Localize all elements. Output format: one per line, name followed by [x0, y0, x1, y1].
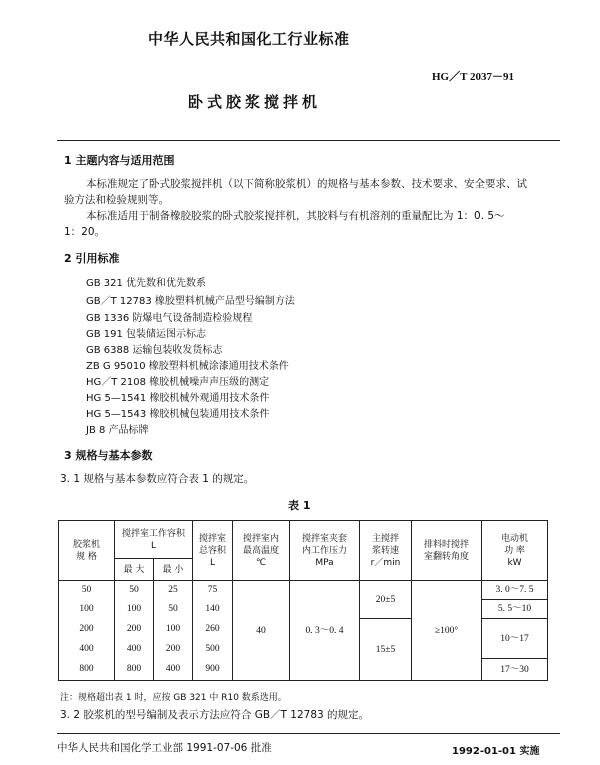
cell-spec: 400 — [59, 639, 115, 659]
header-spec-line: 规 格 — [76, 551, 97, 562]
cell-speed-large: 15±5 — [360, 619, 412, 681]
table-caption: 表 1 — [288, 499, 311, 512]
clause-3-2: 3. 2 胶浆机的型号编制及表示方法应符合 GB／T 12783 的规定。 — [60, 709, 370, 721]
cell-tilt-angle: ≥100° — [412, 581, 482, 681]
document-title: 卧式胶浆搅拌机 — [188, 93, 322, 111]
cell-motor-power: 17～30 — [482, 659, 548, 681]
clause-3-1: 3. 1 规格与基本参数应符合表 1 的规定。 — [60, 473, 255, 485]
header-max-temperature-line: 最高温度 — [242, 545, 279, 556]
header-jacket-pressure-line: MPa — [315, 557, 334, 568]
header-total-volume — [193, 521, 233, 581]
section-1-para-2-line-1: 本标准适用于制备橡胶胶浆的卧式胶浆搅拌机，其胶料与有机溶剂的重量配比为 1：0. 5～ — [86, 210, 505, 222]
reference-item: HG／T 2108 橡胶机械噪声声压级的测定 — [86, 377, 270, 388]
cell-volume-max: 800 — [115, 659, 154, 681]
header-spec-line: 胶浆机 — [72, 539, 100, 550]
section-1-para-1-line-2: 验方法和检验规则等。 — [64, 194, 169, 206]
header-paddle-speed-line: 浆转速 — [371, 545, 399, 556]
reference-item: GB 1336 防爆电气设备制造检验规程 — [86, 313, 253, 324]
approval-date: 中华人民共和国化学工业部 1991-07-06 批准 — [57, 742, 272, 754]
header-total-volume-line: 总容积 — [198, 545, 226, 556]
header-working-volume-line: 搅拌室工作容积 — [121, 528, 185, 539]
cell-max-temperature: 40 — [233, 581, 290, 681]
cell-speed-small: 20±5 — [360, 581, 412, 619]
header-motor-power-line: kW — [507, 557, 522, 568]
section-2-heading: 2 引用标准 — [64, 252, 120, 265]
cell-total-volume: 260 — [193, 619, 233, 639]
header-tilt-angle-line: 排料时搅拌 — [423, 539, 469, 550]
cell-volume-min: 400 — [154, 659, 193, 681]
header-motor-power — [482, 521, 548, 581]
header-jacket-pressure-line: 内工作压力 — [301, 545, 347, 556]
cell-motor-power: 5. 5～10 — [482, 600, 548, 619]
header-working-volume — [115, 521, 193, 559]
cell-motor-power: 3. 0～7. 5 — [482, 581, 548, 600]
cell-volume-max: 200 — [115, 619, 154, 639]
header-title: 中华人民共和国化工行业标准 — [148, 30, 350, 48]
standard-number: HG／T 2037－91 — [432, 71, 515, 83]
parameters-table — [58, 520, 548, 681]
reference-item: HG 5—1541 橡胶机械外观通用技术条件 — [86, 393, 270, 404]
reference-item: GB 191 包装储运图示标志 — [86, 329, 207, 340]
reference-item: ZB G 95010 橡胶塑料机械涂漆通用技术条件 — [86, 361, 289, 372]
cell-spec: 50 — [59, 581, 115, 600]
reference-item: JB 8 产品标牌 — [86, 425, 149, 436]
header-jacket-pressure — [290, 521, 360, 581]
reference-item: GB 6388 运输包装收发货标志 — [86, 345, 223, 356]
section-1-para-2-line-2: 1：20。 — [64, 226, 106, 238]
header-working-volume-line: L — [150, 540, 156, 551]
header-max-temperature-line: 搅拌室内 — [242, 533, 279, 544]
cell-spec: 200 — [59, 619, 115, 639]
header-total-volume-line: L — [209, 557, 215, 568]
header-paddle-speed — [360, 521, 412, 581]
cell-spec: 100 — [59, 600, 115, 619]
cell-total-volume: 140 — [193, 600, 233, 619]
cell-jacket-pressure: 0. 3～0. 4 — [290, 581, 360, 681]
header-paddle-speed-line: 主搅拌 — [371, 533, 399, 544]
cell-volume-max: 100 — [115, 600, 154, 619]
reference-item: HG 5—1543 橡胶机械包装通用技术条件 — [86, 409, 270, 420]
header-paddle-speed-line: r／min — [370, 557, 401, 568]
cell-volume-min: 200 — [154, 639, 193, 659]
header-motor-power-line: 电动机 — [500, 533, 528, 544]
cell-volume-min: 25 — [154, 581, 193, 600]
section-1-heading: 1 主题内容与适用范围 — [64, 154, 175, 167]
reference-item: GB／T 12783 橡胶塑料机械产品型号编制方法 — [86, 296, 295, 307]
header-total-volume-line: 搅拌室 — [198, 533, 226, 544]
section-3-heading: 3 规格与基本参数 — [64, 449, 153, 462]
table-note: 注：规格超出表 1 时，应按 GB 321 中 R10 数系选用。 — [60, 693, 287, 703]
header-tilt-angle-line: 室翻转角度 — [423, 551, 469, 562]
cell-volume-max: 50 — [115, 581, 154, 600]
header-max-temperature — [233, 521, 290, 581]
cell-spec: 800 — [59, 659, 115, 681]
header-volume-max: 最 大 — [115, 559, 154, 581]
header-divider — [57, 140, 560, 141]
header-motor-power-line: 功 率 — [504, 545, 525, 556]
section-1-para-1-line-1: 本标准规定了卧式胶浆搅拌机（以下简称胶浆机）的规格与基本参数、技术要求、安全要求、试 — [86, 178, 527, 190]
reference-item: GB 321 优先数和优先数系 — [86, 278, 207, 289]
header-tilt-angle — [412, 521, 482, 581]
cell-volume-max: 400 — [115, 639, 154, 659]
header-volume-min: 最 小 — [154, 559, 193, 581]
header-spec — [59, 521, 115, 581]
header-jacket-pressure-line: 搅拌室夹套 — [301, 533, 347, 544]
cell-volume-min: 50 — [154, 600, 193, 619]
cell-total-volume: 900 — [193, 659, 233, 681]
implementation-date: 1992-01-01 实施 — [452, 746, 540, 757]
cell-total-volume: 75 — [193, 581, 233, 600]
cell-motor-power: 10～17 — [482, 619, 548, 659]
cell-total-volume: 500 — [193, 639, 233, 659]
footer-divider — [57, 733, 560, 734]
cell-volume-min: 100 — [154, 619, 193, 639]
header-max-temperature-line: ℃ — [255, 557, 267, 568]
